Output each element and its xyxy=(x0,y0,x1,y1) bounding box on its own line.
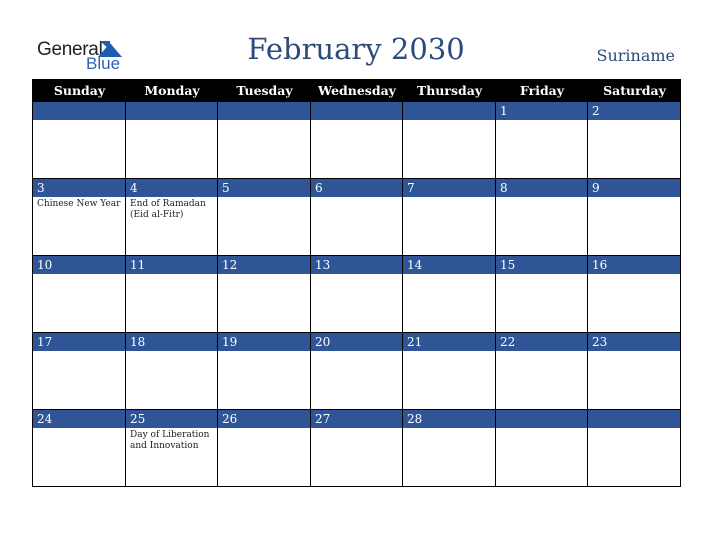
day-cell-empty[interactable] xyxy=(33,102,126,179)
week-row xyxy=(33,179,681,256)
day-cell-28[interactable] xyxy=(403,410,496,487)
day-number: 17 xyxy=(33,333,125,351)
day-number: 19 xyxy=(218,333,310,351)
day-number: 16 xyxy=(588,256,680,274)
day-number: 28 xyxy=(403,410,495,428)
day-cell-4[interactable] xyxy=(126,179,218,256)
calendar-grid xyxy=(32,79,681,487)
week-row xyxy=(33,410,681,487)
weekday-header-tuesday: Tuesday xyxy=(236,83,293,98)
day-number: 23 xyxy=(588,333,680,351)
calendar-title: February 2030 xyxy=(247,32,465,66)
day-number: 3 xyxy=(33,179,125,197)
day-cell-empty[interactable] xyxy=(218,102,311,179)
day-cell-5[interactable] xyxy=(218,179,311,256)
day-number xyxy=(126,102,217,120)
day-cell-empty[interactable] xyxy=(403,102,496,179)
day-number: 4 xyxy=(126,179,217,197)
holiday-label: End of Ramadan (Eid al-Fitr) xyxy=(130,199,206,220)
day-number: 1 xyxy=(496,102,587,120)
day-cell-3[interactable] xyxy=(33,179,126,256)
day-number xyxy=(33,102,125,120)
day-number: 8 xyxy=(496,179,587,197)
country-name: Suriname xyxy=(596,46,675,65)
day-cell-24[interactable] xyxy=(33,410,126,487)
day-number xyxy=(403,102,495,120)
day-cell-20[interactable] xyxy=(311,333,403,410)
day-cell-8[interactable] xyxy=(496,179,588,256)
weekday-header-thursday: Thursday xyxy=(416,83,483,98)
week-row xyxy=(33,102,681,179)
day-number: 21 xyxy=(403,333,495,351)
day-cell-18[interactable] xyxy=(126,333,218,410)
day-cell-19[interactable] xyxy=(218,333,311,410)
week-row xyxy=(33,333,681,410)
day-cell-empty[interactable] xyxy=(126,102,218,179)
day-number xyxy=(218,102,310,120)
day-number: 15 xyxy=(496,256,587,274)
day-cell-16[interactable] xyxy=(588,256,681,333)
weekday-header-row xyxy=(33,80,681,102)
day-number xyxy=(588,410,680,428)
day-cell-1[interactable] xyxy=(496,102,588,179)
day-cell-9[interactable] xyxy=(588,179,681,256)
day-number: 10 xyxy=(33,256,125,274)
day-cell-25[interactable] xyxy=(126,410,218,487)
day-number: 14 xyxy=(403,256,495,274)
day-cell-6[interactable] xyxy=(311,179,403,256)
day-cell-23[interactable] xyxy=(588,333,681,410)
day-number: 9 xyxy=(588,179,680,197)
day-number: 25 xyxy=(126,410,217,428)
day-number: 27 xyxy=(311,410,402,428)
holiday-label: Chinese New Year xyxy=(37,199,121,209)
day-number: 13 xyxy=(311,256,402,274)
day-cell-12[interactable] xyxy=(218,256,311,333)
day-number: 24 xyxy=(33,410,125,428)
day-cell-27[interactable] xyxy=(311,410,403,487)
weekday-header-sunday: Sunday xyxy=(53,83,106,98)
day-cell-empty[interactable] xyxy=(311,102,403,179)
day-number: 20 xyxy=(311,333,402,351)
day-cell-11[interactable] xyxy=(126,256,218,333)
day-cell-26[interactable] xyxy=(218,410,311,487)
weekday-header-monday: Monday xyxy=(144,83,200,98)
day-cell-7[interactable] xyxy=(403,179,496,256)
day-number: 11 xyxy=(126,256,217,274)
day-cell-15[interactable] xyxy=(496,256,588,333)
day-cell-14[interactable] xyxy=(403,256,496,333)
day-number: 22 xyxy=(496,333,587,351)
day-cell-22[interactable] xyxy=(496,333,588,410)
day-cell-10[interactable] xyxy=(33,256,126,333)
day-cell-2[interactable] xyxy=(588,102,681,179)
day-cell-21[interactable] xyxy=(403,333,496,410)
day-number: 12 xyxy=(218,256,310,274)
weekday-header-wednesday: Wednesday xyxy=(318,83,396,98)
day-number: 2 xyxy=(588,102,680,120)
week-row xyxy=(33,256,681,333)
day-number xyxy=(311,102,402,120)
day-cell-empty[interactable] xyxy=(496,410,588,487)
day-number xyxy=(496,410,587,428)
weekday-header-friday: Friday xyxy=(519,83,565,98)
day-number: 7 xyxy=(403,179,495,197)
weekday-header-saturday: Saturday xyxy=(603,83,666,98)
holiday-label: Day of Liberation and Innovation xyxy=(130,430,210,451)
day-number: 5 xyxy=(218,179,310,197)
calendar-weeks xyxy=(33,102,681,487)
day-cell-17[interactable] xyxy=(33,333,126,410)
logo-word-blue: Blue xyxy=(86,54,121,73)
day-number: 18 xyxy=(126,333,217,351)
day-cell-empty[interactable] xyxy=(588,410,681,487)
logo-word-general: General xyxy=(37,39,103,60)
day-number: 6 xyxy=(311,179,402,197)
day-cell-13[interactable] xyxy=(311,256,403,333)
day-number: 26 xyxy=(218,410,310,428)
